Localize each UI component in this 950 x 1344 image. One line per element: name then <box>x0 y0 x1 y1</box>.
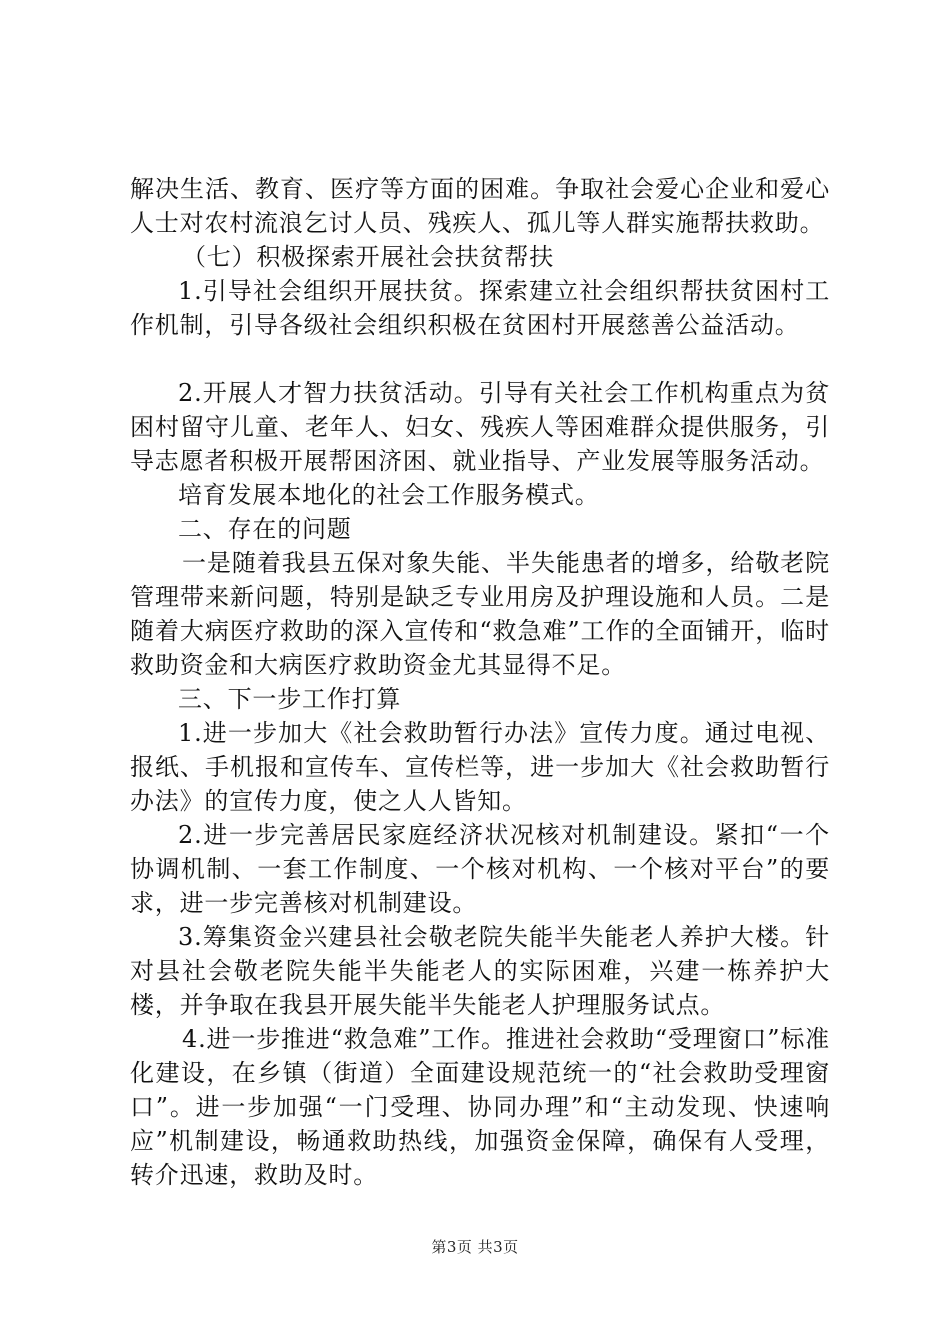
heading-existing-problems: 二、存在的问题 <box>178 515 352 543</box>
heading-social-poverty-aid: （七）积极探索开展社会扶贫帮扶 <box>182 243 554 271</box>
page-footer: 第3页 共3页 <box>431 1238 519 1256</box>
document-body <box>130 172 830 1192</box>
paragraph-local-social-work: 培育发展本地化的社会工作服务模式。 <box>178 481 600 509</box>
paragraph-problems: 一是随着我县五保对象失能、半失能患者的增多，给敬老院管理带来新问题，特别是缺乏专业用房及护理设施和人员。二是随着大病医疗救助的深入宣传和“救急难”工作的全面铺开，临时救助资金和大病医疗救助资金尤其显得不足。 <box>130 549 830 679</box>
paragraph-next-step-3: 3.筹集资金兴建县社会敬老院失能半失能老人养护大楼。针对县社会敬老院失能半失能老人的实际困难，兴建一栋养护大楼，并争取在我县开展失能半失能老人护理服务试点。 <box>130 923 830 1019</box>
paragraph-social-orgs-poverty: 1.引导社会组织开展扶贫。探索建立社会组织帮扶贫困村工作机制，引导各级社会组织积极在贫困村开展慈善公益活动。 <box>130 277 830 339</box>
paragraph-next-step-2: 2.进一步完善居民家庭经济状况核对机制建设。紧扣“一个协调机制、一套工作制度、一个核对机构、一个核对平台”的要求，进一步完善核对机制建设。 <box>130 821 830 917</box>
paragraph-next-step-1: 1.进一步加大《社会救助暂行办法》宣传力度。通过电视、报纸、手机报和宣传车、宣传栏等，进一步加大《社会救助暂行办法》的宣传力度，使之人人皆知。 <box>130 719 830 815</box>
paragraph-relief-continuation: 解决生活、教育、医疗等方面的困难。争取社会爱心企业和爱心人士对农村流浪乞讨人员、残疾人、孤儿等人群实施帮扶救助。 <box>130 175 830 237</box>
heading-next-steps: 三、下一步工作打算 <box>178 685 402 713</box>
paragraph-next-step-4: 4.进一步推进“救急难”工作。推进社会救助“受理窗口”标准化建设，在乡镇（街道）全面建设规范统一的“社会救助受理窗口”。进一步加强“一门受理、协同办理”和“主动发现、快速响应”机制建设，畅通救助热线，加强资金保障，确保有人受理，转介迅速，救助及时。 <box>130 1025 830 1189</box>
paragraph-talent-poverty: 2.开展人才智力扶贫活动。引导有关社会工作机构重点为贫困村留守儿童、老年人、妇女、残疾人等困难群众提供服务，引导志愿者积极开展帮困济困、就业指导、产业发展等服务活动。 <box>130 379 830 475</box>
